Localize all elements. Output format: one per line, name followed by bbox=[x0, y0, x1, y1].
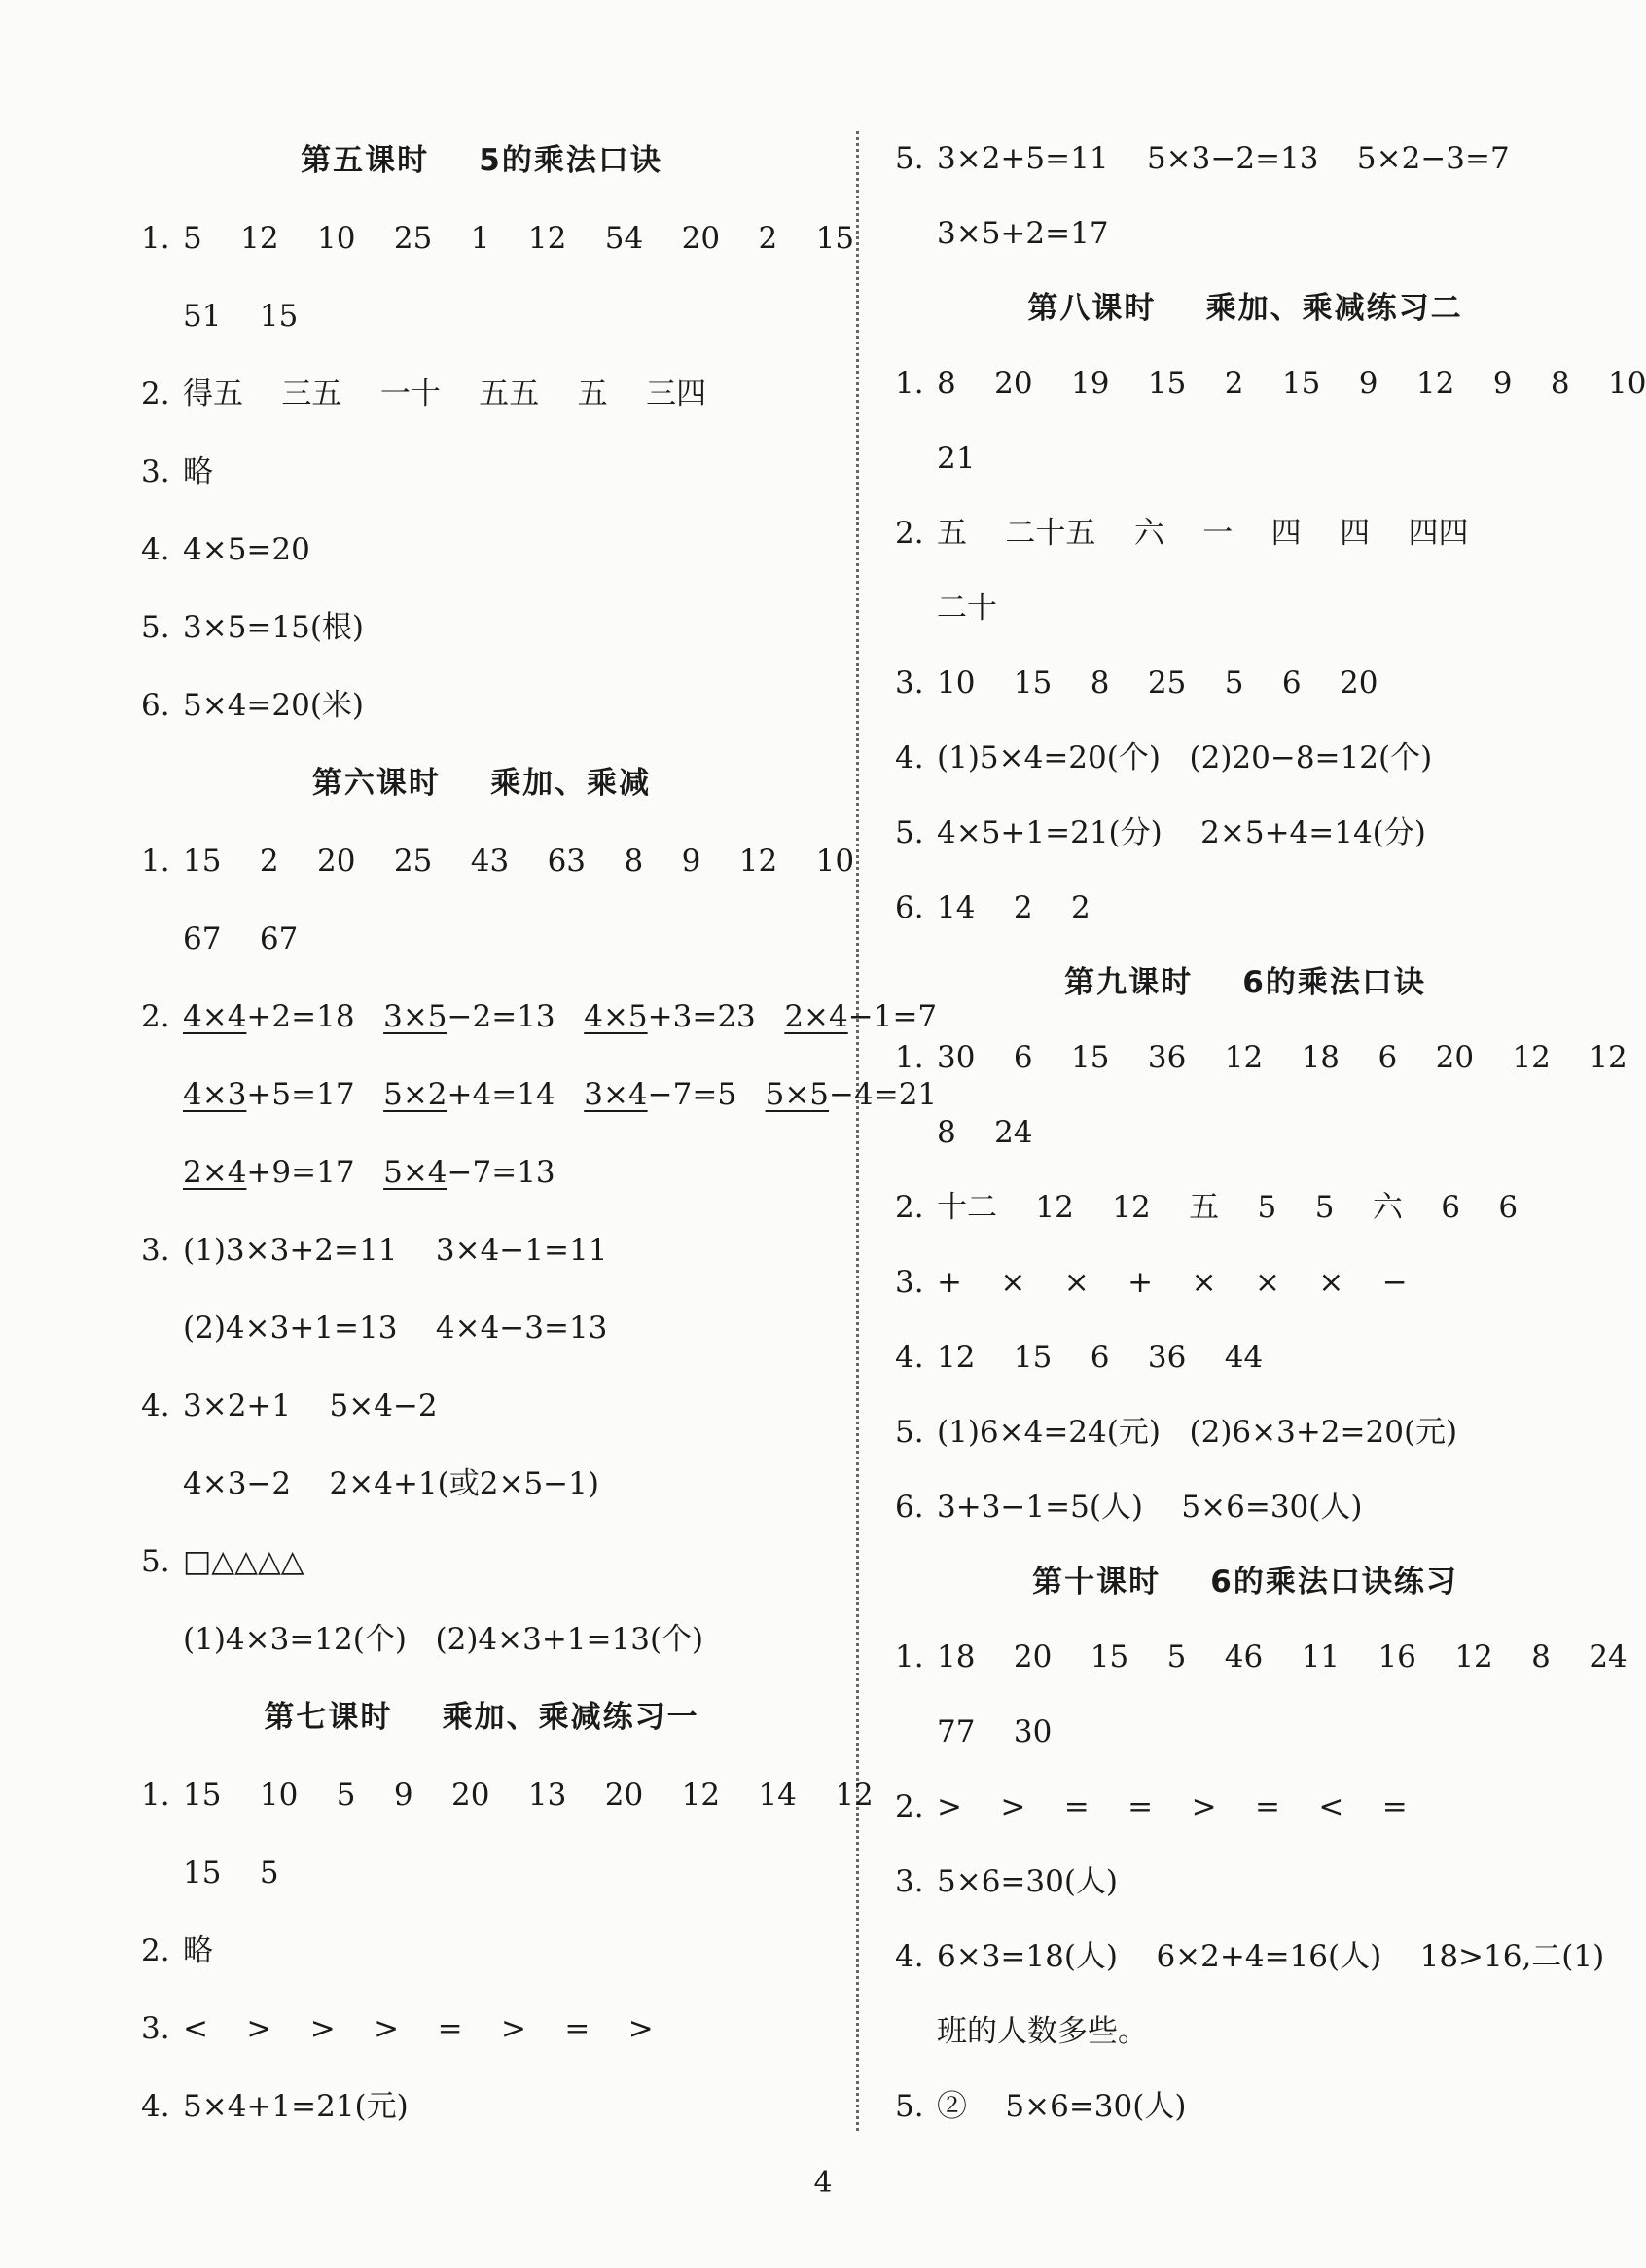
answer-line: 3. + × × + × × × − bbox=[895, 1265, 1408, 1300]
answer-line-continued: (1)4×3=12(个) (2)4×3+1=13(个) bbox=[183, 1622, 704, 1657]
answer-line: 5. ② 5×6=30(人) bbox=[895, 2089, 1187, 2124]
answer-line: 4. (1)5×4=20(个) (2)20−8=12(个) bbox=[895, 740, 1433, 775]
answer-line: 1. 15 2 20 25 43 63 8 9 12 10 bbox=[141, 844, 855, 879]
answer-line: 3. < > > > = > = > bbox=[141, 2011, 654, 2046]
answer-line-underlined: 2. 4×4+2=18 3×5−2=13 4×5+3=23 2×4−1=7 bbox=[141, 999, 938, 1034]
answer-line: 2. 得五 三五 一十 五五 五 三四 bbox=[141, 377, 707, 412]
left-column bbox=[141, 122, 938, 2145]
answer-line: 6. 3+3−1=5(人) 5×6=30(人) bbox=[895, 1490, 1363, 1525]
answer-line-continued: 21 bbox=[937, 441, 976, 476]
answer-line-underlined: 4×3+5=17 5×2+4=14 3×4−7=5 5×5−4=21 bbox=[183, 1077, 938, 1112]
answer-line: 5. 4×5+1=21(分) 2×5+4=14(分) bbox=[895, 815, 1426, 850]
answer-line-underlined: 2×4+9=17 5×4−7=13 bbox=[183, 1155, 555, 1190]
answer-line: 6. 14 2 2 bbox=[895, 890, 1091, 925]
section-heading-8: 第八课时 乘加、乘减练习二 bbox=[1027, 291, 1463, 326]
answer-line: 4. 6×3=18(人) 6×2+4=16(人) 18>16,二(1) bbox=[895, 1939, 1605, 1974]
answer-line-continued: 4×3−2 2×4+1(或2×5−1) bbox=[183, 1466, 599, 1501]
section-heading-9: 第九课时 6的乘法口诀 bbox=[1064, 965, 1426, 1000]
answer-line: 3. 5×6=30(人) bbox=[895, 1864, 1119, 1899]
answer-line: 4. 12 15 6 36 44 bbox=[895, 1340, 1264, 1375]
answer-line: 5. (1)6×4=24(元) (2)6×3+2=20(元) bbox=[895, 1415, 1458, 1450]
answer-line: 2. > > = = > = < = bbox=[895, 1789, 1408, 1824]
section-heading-6: 第六课时 乘加、乘减 bbox=[311, 766, 652, 801]
section-heading-7: 第七课时 乘加、乘减练习一 bbox=[264, 1700, 699, 1735]
answer-line: 1. 5 12 10 25 1 12 54 20 2 15 bbox=[141, 221, 855, 256]
answer-line: 3. 略 bbox=[141, 454, 213, 489]
answer-line: 5. 3×5=15(根) bbox=[141, 610, 365, 645]
answer-line-continued: 班的人数多些。 bbox=[937, 2014, 1148, 2049]
answer-line-continued: 15 5 bbox=[183, 1855, 279, 1890]
answer-line: 4. 3×2+1 5×4−2 bbox=[141, 1388, 438, 1423]
answer-line: 1. 15 10 5 9 20 13 20 12 14 12 bbox=[141, 1778, 874, 1813]
section-heading-5: 第五课时 5的乘法口诀 bbox=[301, 143, 662, 178]
answer-line: 1. 30 6 15 36 12 18 6 20 12 12 bbox=[895, 1040, 1628, 1075]
answer-line: 3. 10 15 8 25 5 6 20 bbox=[895, 666, 1378, 701]
answer-line-continued: (2)4×3+1=13 4×4−3=13 bbox=[183, 1311, 608, 1346]
answer-line-continued: 二十 bbox=[937, 591, 997, 626]
right-column bbox=[895, 122, 1646, 2144]
answer-line: 3. (1)3×3+2=11 3×4−1=11 bbox=[141, 1233, 608, 1268]
answer-line-continued: 8 24 bbox=[937, 1115, 1033, 1150]
answer-line: 4. 5×4+1=21(元) bbox=[141, 2089, 409, 2124]
answer-line: 5. 3×2+5=11 5×3−2=13 5×2−3=7 bbox=[895, 141, 1510, 176]
section-heading-10: 第十课时 6的乘法口诀练习 bbox=[1032, 1565, 1458, 1600]
answer-line: 6. 5×4=20(米) bbox=[141, 688, 365, 723]
answer-line: 2. 略 bbox=[141, 1933, 213, 1968]
answer-line: 5. □△△△△ bbox=[141, 1544, 304, 1579]
answer-line: 2. 十二 12 12 五 5 5 六 6 6 bbox=[895, 1190, 1519, 1225]
answer-line: 2. 五 二十五 六 一 四 四 四四 bbox=[895, 516, 1469, 551]
answer-line-continued: 67 67 bbox=[183, 921, 299, 956]
answer-line: 4. 4×5=20 bbox=[141, 532, 310, 567]
page-number: 4 bbox=[813, 2166, 833, 2200]
answer-line-continued: 3×5+2=17 bbox=[937, 216, 1109, 251]
answer-line: 1. 8 20 19 15 2 15 9 12 9 8 10 bbox=[895, 366, 1646, 401]
answer-line-continued: 77 30 bbox=[937, 1714, 1053, 1749]
answer-line: 1. 18 20 15 5 46 11 16 12 8 24 bbox=[895, 1639, 1628, 1674]
answer-line-continued: 51 15 bbox=[183, 299, 299, 334]
